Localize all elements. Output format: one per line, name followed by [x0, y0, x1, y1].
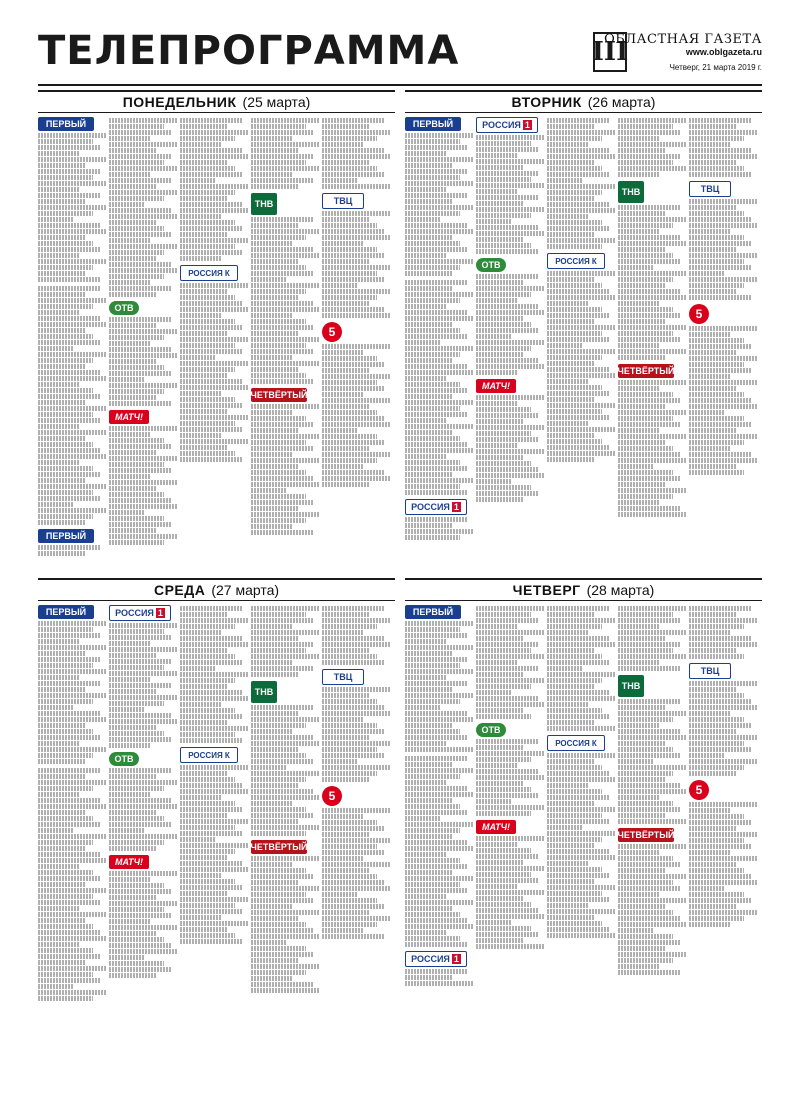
channel-logo-perviy: ПЕРВЫЙ — [38, 529, 94, 543]
day-block-wednesday — [38, 578, 395, 1005]
channel-block — [180, 606, 249, 743]
column — [476, 605, 545, 990]
channel-block — [109, 410, 178, 545]
day-header — [38, 578, 395, 601]
day-columns — [405, 601, 762, 990]
column — [405, 117, 474, 544]
column — [405, 605, 474, 990]
channel-logo-chetv: ЧЕТВЁРТЫЙ — [618, 830, 675, 840]
channel-logo-five: 5 — [322, 786, 342, 806]
channel-block — [476, 258, 545, 375]
channel-logo-perviy: ПЕРВЫЙ — [405, 605, 461, 619]
column — [476, 117, 545, 544]
channel-logo-otr: ОТВ — [109, 301, 139, 315]
channel-logo-kultura: РОССИЯ К — [547, 253, 605, 269]
column — [38, 117, 107, 560]
channel-block — [618, 181, 687, 360]
rossiya-number: 1 — [157, 608, 163, 618]
channel-logo-kultura: РОССИЯ К — [180, 265, 238, 281]
channel-block — [618, 606, 687, 671]
channel-block — [180, 118, 249, 261]
channel-block — [689, 118, 758, 177]
channel-block — [109, 301, 178, 406]
channel-block — [322, 193, 391, 318]
channel-logo-otr: ОТВ — [476, 258, 506, 272]
channel-block — [689, 663, 758, 776]
channel-block — [38, 117, 107, 282]
day-date: (26 марта) — [587, 94, 656, 110]
channel-block — [38, 529, 107, 556]
column — [547, 117, 616, 544]
channel-block — [251, 388, 320, 535]
header-rule — [38, 84, 762, 86]
section-mark: III — [593, 32, 627, 72]
rossiya-wordmark: РОССИЯ — [482, 120, 521, 130]
column — [38, 605, 107, 1005]
day-name: ПОНЕДЕЛЬНИК — [122, 94, 237, 110]
rossiya-wordmark: РОССИЯ — [411, 954, 450, 964]
channel-logo-chetv: ЧЕТВЁРТЫЙ — [618, 366, 675, 376]
channel-block — [322, 322, 391, 487]
channel-block — [109, 855, 178, 978]
channel-block — [405, 280, 474, 495]
channel-block — [180, 265, 249, 462]
channel-block — [476, 379, 545, 502]
day-columns — [405, 113, 762, 544]
column — [109, 605, 178, 1005]
channel-block — [109, 118, 178, 297]
channel-block — [547, 253, 616, 462]
column — [251, 117, 320, 560]
column — [322, 605, 391, 1005]
masthead-info — [604, 32, 762, 72]
day-date: (27 марта) — [211, 582, 280, 598]
channel-block — [405, 499, 474, 540]
channel-block — [251, 193, 320, 384]
column — [322, 117, 391, 560]
channel-logo-kultura: РОССИЯ К — [180, 747, 238, 763]
channel-logo-rossiya — [476, 117, 538, 133]
channel-block — [251, 118, 320, 189]
day-date: (28 марта) — [586, 582, 655, 598]
column — [689, 605, 758, 990]
channel-block — [689, 780, 758, 927]
day-block-tuesday — [405, 90, 762, 544]
column — [180, 605, 249, 1005]
column — [618, 117, 687, 544]
rossiya-number: 1 — [453, 502, 459, 512]
channel-block — [547, 606, 616, 731]
day-name: ВТОРНИК — [511, 94, 582, 110]
channel-logo-tnv: ТНВ — [251, 681, 277, 703]
day-columns — [38, 113, 395, 560]
rossiya-number: 1 — [453, 954, 459, 964]
channel-block — [405, 605, 474, 752]
rossiya-wordmark: РОССИЯ — [411, 502, 450, 512]
channel-logo-perviy: ПЕРВЫЙ — [405, 117, 461, 131]
column — [618, 605, 687, 990]
channel-logo-tnv: ТНВ — [251, 193, 277, 215]
channel-logo-chetv: ЧЕТВЁРТЫЙ — [251, 390, 308, 400]
channel-block — [322, 118, 391, 189]
channel-logo-tvc: ТВЦ — [689, 181, 731, 197]
channel-block — [322, 669, 391, 782]
channel-logo-tnv: ТНВ — [618, 675, 644, 697]
channel-block — [180, 747, 249, 944]
channel-block — [547, 118, 616, 249]
channel-block — [689, 304, 758, 475]
page-title: ТЕЛЕПРОГРАММА — [38, 28, 460, 74]
channel-block — [109, 605, 178, 748]
channel-block — [322, 606, 391, 665]
channel-logo-tnv: ТНВ — [618, 181, 644, 203]
channel-block — [38, 605, 107, 764]
channel-block — [109, 752, 178, 851]
channel-logo-match: МАТЧ! — [109, 855, 149, 869]
channel-logo-five: 5 — [689, 304, 709, 324]
channel-logo-rossiya — [109, 605, 171, 621]
channel-block — [476, 723, 545, 816]
channel-logo-kultura: РОССИЯ К — [547, 735, 605, 751]
channel-logo-perviy: ПЕРВЫЙ — [38, 605, 94, 619]
day-header — [405, 90, 762, 113]
channel-logo-rossiya — [405, 951, 467, 967]
column — [251, 605, 320, 1005]
channel-logo-rossiya — [405, 499, 467, 515]
masthead — [38, 22, 762, 82]
channel-logo-tvc: ТВЦ — [689, 663, 731, 679]
channel-logo-otr: ОТВ — [109, 752, 139, 766]
channel-logo-match: МАТЧ! — [476, 379, 516, 393]
newspaper-name: ОБЛАСТНАЯ ГАЗЕТА — [604, 32, 762, 47]
website-link[interactable]: www.oblgazeta.ru — [685, 47, 762, 57]
channel-logo-perviy: ПЕРВЫЙ — [38, 117, 94, 131]
channel-logo-tvc: ТВЦ — [322, 193, 364, 209]
channel-block — [476, 606, 545, 719]
channel-block — [38, 286, 107, 525]
channel-block — [618, 364, 687, 517]
column — [109, 117, 178, 560]
channel-block — [251, 681, 320, 836]
channel-block — [689, 181, 758, 300]
channel-logo-five: 5 — [322, 322, 342, 342]
channel-block — [38, 768, 107, 1001]
day-columns — [38, 601, 395, 1005]
issue-date: Четверг, 21 марта 2019 г. — [669, 63, 762, 72]
channel-logo-tvc: ТВЦ — [322, 669, 364, 685]
channel-logo-match: МАТЧ! — [109, 410, 149, 424]
day-block-thursday — [405, 578, 762, 990]
channel-block — [322, 786, 391, 939]
day-header — [38, 90, 395, 113]
day-block-monday — [38, 90, 395, 560]
channel-logo-otr: ОТВ — [476, 723, 506, 737]
channel-logo-five: 5 — [689, 780, 709, 800]
channel-logo-chetv: ЧЕТВЁРТЫЙ — [251, 842, 308, 852]
column — [180, 117, 249, 560]
rossiya-wordmark: РОССИЯ — [115, 608, 154, 618]
channel-block — [689, 606, 758, 659]
day-header — [405, 578, 762, 601]
channel-block — [405, 951, 474, 986]
day-name: ЧЕТВЕРГ — [512, 582, 581, 598]
channel-block — [251, 606, 320, 677]
column — [547, 605, 616, 990]
channel-block — [618, 828, 687, 975]
rossiya-number: 1 — [524, 120, 530, 130]
day-date: (25 марта) — [242, 94, 311, 110]
channel-block — [405, 756, 474, 947]
channel-block — [547, 735, 616, 938]
channel-block — [618, 118, 687, 177]
day-name: СРЕДА — [153, 582, 206, 598]
channel-block — [618, 675, 687, 824]
channel-logo-match: МАТЧ! — [476, 820, 516, 834]
channel-block — [476, 820, 545, 949]
channel-block — [251, 840, 320, 993]
column — [689, 117, 758, 544]
channel-block — [405, 117, 474, 276]
channel-block — [476, 117, 545, 254]
